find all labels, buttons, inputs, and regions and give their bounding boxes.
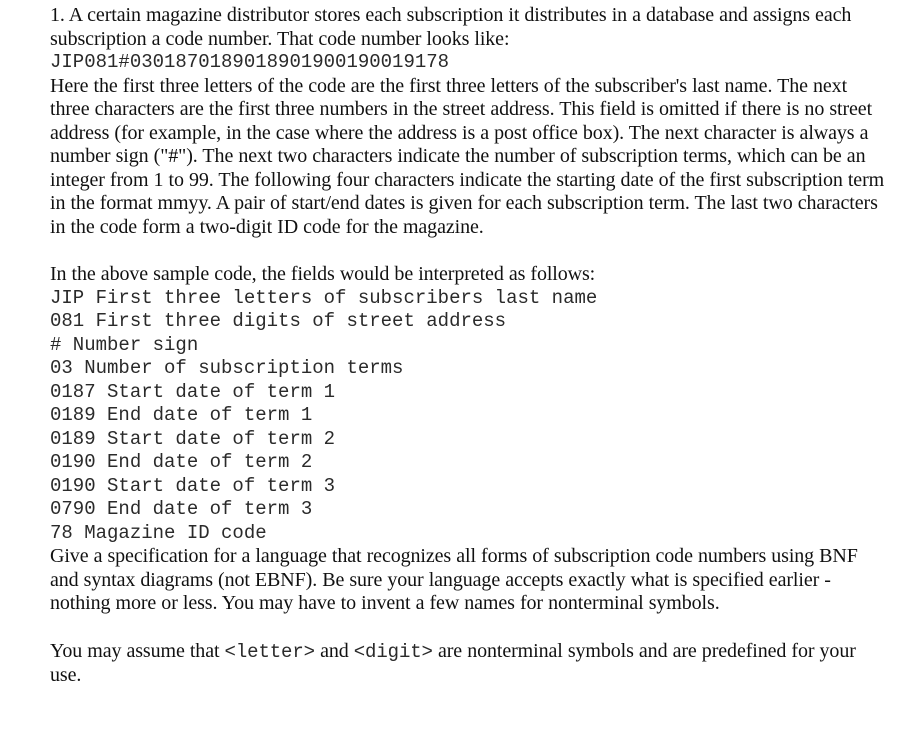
field-line: 0189 End date of term 1 [50, 404, 313, 426]
assumption-suffix: are nonterminal symbols and are predefined for your use. [50, 639, 856, 686]
field-line: 081 First three digits of street address [50, 310, 507, 332]
task-statement: Give a specification for a language that recognizes all forms of subscription code numbers using BNF and syntax diagrams (not EBNF). Be sure your language accepts exactly what is specified earlier - nothing more or less. You may have to invent a few names for nonterminal symbols. [50, 545, 858, 614]
field-line: 78 Magazine ID code [50, 521, 267, 544]
question-document [50, 4, 890, 688]
field-line: 0189 Start date of term 2 [50, 427, 336, 450]
field-line: 0190 End date of term 2 [50, 451, 313, 473]
digit-nonterminal: <digit> [353, 640, 433, 663]
field-line: JIP First three letters of subscribers last name [50, 286, 598, 309]
assumption-and: and [314, 639, 354, 662]
field-line: 0190 Start date of term 3 [50, 474, 336, 497]
sample-code: JIP081#0301870189018901900190019178 [50, 51, 450, 73]
paragraph-gap [50, 616, 890, 640]
letter-nonterminal: <letter> [224, 640, 315, 663]
field-line: 0187 Start date of term 1 [50, 380, 336, 403]
field-line: 03 Number of subscription terms [50, 357, 404, 379]
field-line: 0790 End date of term 3 [50, 498, 313, 520]
code-description: Here the first three letters of the code are the first three letters of the subscriber's last name. The next three characters are the first three numbers in the street address. This field is omitted if there is no street address (for example, in the case where the address is a post office box). The next character is always a number sign ("#"). The next two characters indicate the number of subscription terms, which can be an integer from 1 to 99. The following four characters indicate the starting date of the first subscription term in the format mmyy. A pair of start/end dates is given for each subscription term. The last two characters in the code form a two-digit ID code for the magazine. [50, 74, 885, 238]
paragraph-gap [50, 239, 890, 263]
assumption-statement [50, 640, 890, 688]
question-intro: 1. A certain magazine distributor stores each subscription it distributes in a database and assigns each subscription a code number. That code number looks like: [50, 4, 852, 50]
assumption-prefix: You may assume that [50, 639, 225, 662]
field-line: # Number sign [50, 333, 199, 356]
field-list [50, 287, 890, 546]
fields-intro: In the above sample code, the fields would be interpreted as follows: [50, 263, 596, 285]
